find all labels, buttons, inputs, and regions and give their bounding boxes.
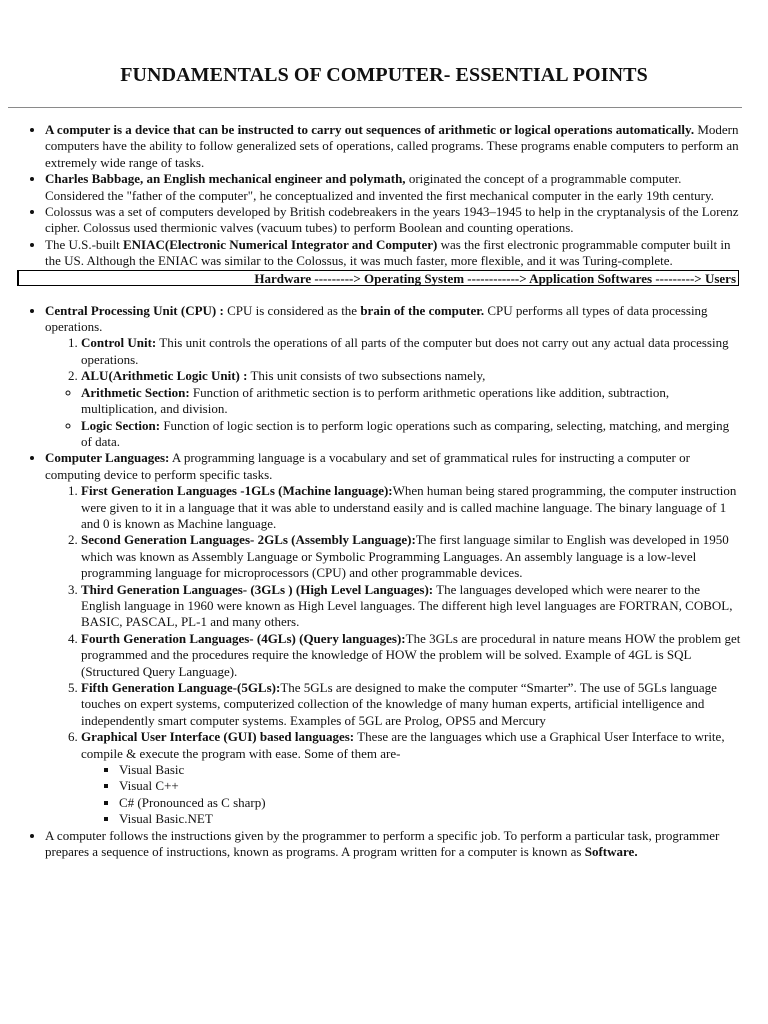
list-item-4gl [81, 631, 742, 680]
item-text: This unit controls the operations of all parts of the computer but does not carry out any actual data processing operations. [81, 335, 729, 367]
list-item-eniac [45, 237, 742, 270]
bold-text: Central Processing Unit (CPU) : [45, 302, 224, 318]
bold-text: Third Generation Languages- (3GLs ) (High Level Languages): [81, 581, 434, 597]
page-title: FUNDAMENTALS OF COMPUTER- ESSENTIAL POINTS [120, 64, 648, 86]
list-item-cpu [45, 303, 742, 451]
spacer [45, 286, 742, 303]
list-item-visual-basic-net: ▪ Visual Basic.NET [119, 811, 742, 827]
list-item-computer-languages [45, 450, 742, 827]
item-text: Modern computers have the ability to follow generalized sets of operations, called programs. These programs enable computers to perform an extremely wide range of tasks. [45, 122, 739, 170]
bold-text: Fifth Generation Language-(5GLs): [81, 680, 281, 695]
gui-languages-list [81, 762, 742, 828]
list-item-alu [81, 368, 742, 384]
list-item-3gl [81, 582, 742, 631]
item-text: Function of logic section is to perform logic operations such as comparing, selecting, matching, and merging of data. [81, 417, 730, 449]
list-item-logic-section [81, 418, 742, 451]
bold-text: Control Unit: [81, 335, 157, 351]
bold-text: Software. [584, 844, 638, 860]
bold-text: Second Generation Languages- 2GLs (Assembly Language): [81, 532, 416, 548]
flow-bar: Hardware ---------> Operating System ------------> Application Softwares ---------> Users [17, 270, 739, 286]
item-text: When human being stared programming, the computer instruction were given to it in a language that it was able to understand easily and is called machine language. The binary language of 1 and 0 is known as Machine language. [81, 483, 737, 531]
alu-sub-list [45, 385, 742, 451]
list-item-babbage [45, 171, 742, 204]
languages-numbered-list [45, 483, 742, 828]
bold-text: A computer is a device that can be instructed to carry out sequences of arithmetic or logical operations automatically. [45, 122, 695, 137]
list-item-computer-definition [45, 122, 742, 171]
list-item-visual-cpp: ▪ Visual C++ [119, 778, 742, 794]
item-text: CPU is considered as the [223, 302, 361, 318]
item-text: Function of arithmetic section is to perform arithmetic operations like addition, subtraction, multiplication, and division. [81, 384, 670, 417]
bold-text: Logic Section: [81, 417, 161, 433]
bold-text: Computer Languages: [45, 450, 170, 466]
bold-text: Charles Babbage, an English mechanical engineer and polymath, [45, 171, 406, 187]
bold-text: Arithmetic Section: [81, 384, 190, 400]
cpu-numbered-list [45, 335, 742, 384]
item-text: These are the languages which use a Graphical User Interface to write, compile & execute the program with ease. Some of them are- [81, 729, 725, 761]
list-item-gui-languages [81, 729, 742, 827]
item-text: A programming language is a vocabulary and set of grammatical rules for instructing a computer or computing device to perform specific tasks. [45, 450, 690, 482]
bold-text: First Generation Languages -1GLs (Machine language): [81, 483, 393, 499]
bold-text: ENIAC(Electronic Numerical Integrator and Computer) [123, 236, 438, 252]
item-text: A computer follows the instructions given by the programmer to perform a specific job. To perform a particular task, programmer prepares a sequence of instructions, known as programs. A program written for a computer is known as [45, 827, 720, 860]
document-body [20, 122, 742, 860]
list-item-software [45, 828, 742, 861]
list-item-arithmetic-section [81, 385, 742, 418]
list-item-2gl [81, 532, 742, 581]
list-item-visual-basic: ▪ Visual Basic [119, 762, 742, 778]
item-text: originated the concept of a programmable computer. Considered the "father of the computer", he conceptualized and invented the first mechanical computer in the early 19th century. [45, 171, 714, 203]
item-text: The U.S.-built [45, 236, 123, 252]
item-text: The languages developed which were nearer to the English language in 1960 were known as High Level languages. The different high level languages are FORTRAN, COBOL, BASIC, PASCAL, PL-1 and many others. [81, 581, 733, 630]
item-text: This unit consists of two subsections namely, [247, 368, 486, 384]
list-item-1gl [81, 483, 742, 532]
item-text: The 5GLs are designed to make the computer “Smarter”. The use of 5GLs language touches on expert systems, computerized collection of the knowledge of many human experts, artificial intelligence and independently smart computer systems. Examples of 5GL are Prolog, OPS5 and Mercury [81, 680, 717, 728]
item-text: CPU performs all types of data processing operations. [45, 302, 708, 335]
bold-text: Fourth Generation Languages- (4GLs) (Query languages): [81, 630, 406, 646]
bold-text: ALU(Arithmetic Logic Unit) : [81, 368, 248, 384]
list-item-control-unit [81, 335, 742, 368]
list-item-colossus [45, 204, 742, 237]
bold-text: Graphical User Interface (GUI) based languages: [81, 729, 355, 745]
list-item-5gl [81, 680, 742, 729]
item-text: The 3GLs are procedural in nature means HOW the problem get programmed and the procedures require the knowledge of HOW the problem will be solved. Example of 4GL is SQL (Structured Query Language). [81, 630, 741, 679]
item-text: The first language similar to English was developed in 1950 which was known as Assembly Language or Symbolic Programming Languages. An assembly language is a low-level programming language for microprocessors (CPU) and other programmable devices. [81, 532, 729, 581]
item-text: was the first electronic programmable computer built in the US. Although the ENIAC was similar to the Colossus, it was much faster, more flexible, and it was Turing-complete. [45, 236, 731, 269]
item-text: Colossus was a set of computers developed by British codebreakers in the years 1943–1945 to help in the cryptanalysis of the Lorenz cipher. Colossus used thermionic valves (vacuum tubes) to perform Boolean and counting operations. [45, 204, 739, 236]
bold-text: brain of the computer. [360, 302, 485, 318]
title-divider [8, 107, 742, 108]
list-item-csharp: ▪ C# (Pronounced as C sharp) [119, 795, 742, 811]
main-bullet-list [20, 122, 742, 860]
